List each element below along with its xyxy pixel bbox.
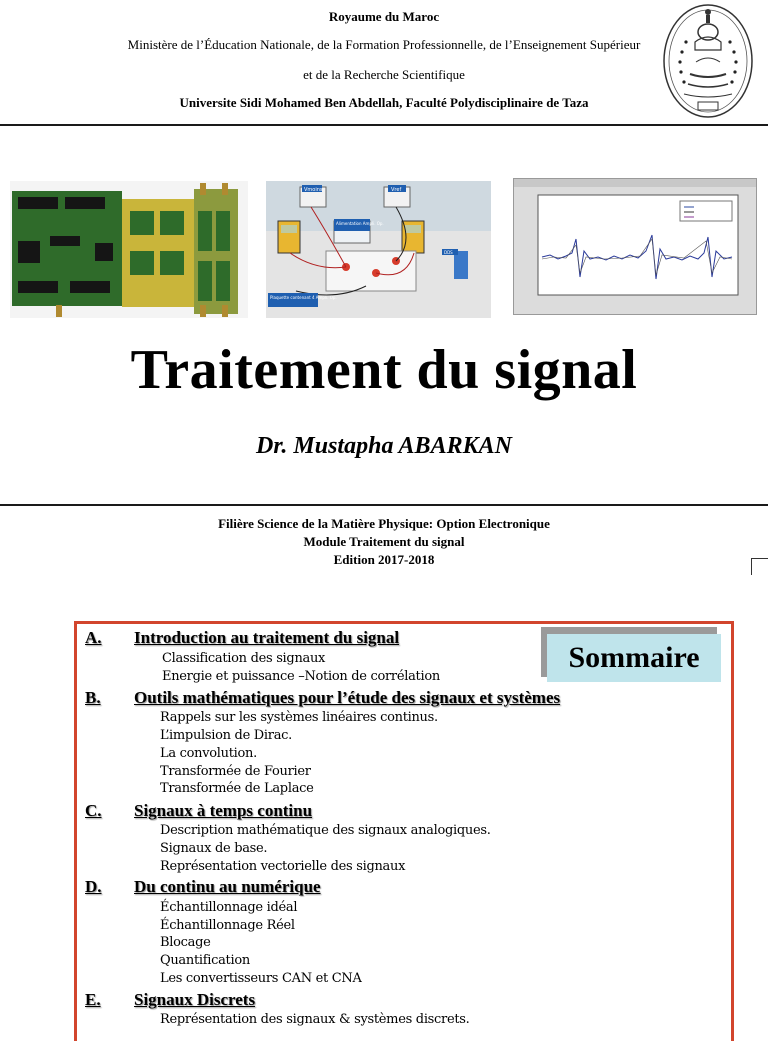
sommaire-label: Sommaire bbox=[547, 634, 721, 682]
label-vref: Vref bbox=[391, 187, 402, 193]
document-author: Dr. Mustapha ABARKAN bbox=[256, 433, 512, 459]
toc-item: Échantillonnage idéal bbox=[160, 900, 298, 915]
header-ministry-cont: et de la Recherche Scientifique bbox=[303, 67, 465, 82]
toc-item: Description mathématique des signaux analogiques. bbox=[160, 823, 491, 838]
corner-mark bbox=[751, 558, 768, 575]
toc-item: Signaux de base. bbox=[160, 841, 268, 856]
toc-item: Représentation des signaux & systèmes discrets. bbox=[160, 1012, 470, 1027]
circuit-board-photo bbox=[10, 181, 248, 318]
header-university: Universite Sidi Mohamed Ben Abdellah, Faculté Polydisciplinaire de Taza bbox=[179, 95, 589, 110]
label-alimentation: Alimentation Ampli. Op. bbox=[336, 221, 384, 226]
toc-item: Représentation vectorielle des signaux bbox=[160, 859, 406, 874]
toc-item: Transformée de Fourier bbox=[160, 764, 311, 779]
label-vmoins: Vmoins bbox=[304, 187, 323, 193]
section-letter: D. bbox=[85, 877, 102, 896]
toc-item: Energie et puissance –Notion de corrélation bbox=[162, 669, 440, 684]
toc-item: Les convertisseurs CAN et CNA bbox=[160, 971, 362, 986]
info-module: Module Traitement du signal bbox=[303, 534, 465, 549]
section-title: Introduction au traitement du signal bbox=[134, 628, 400, 647]
section-title: Outils mathématiques pour l’étude des signaux et systèmes bbox=[134, 688, 561, 707]
section-letter: E. bbox=[85, 990, 101, 1009]
section-title: Signaux Discrets bbox=[134, 990, 256, 1009]
label-plaquette: Plaquette contenant 4 Ampli. Op. bbox=[270, 295, 337, 300]
header-ministry: Ministère de l’Éducation Nationale, de la Formation Professionnelle, de l’Enseignement Supérieur bbox=[127, 37, 641, 52]
section-title: Du continu au numérique bbox=[134, 877, 321, 896]
toc-item: Rappels sur les systèmes linéaires continus. bbox=[160, 710, 438, 725]
signal-plot-screenshot bbox=[513, 178, 757, 315]
title-divider bbox=[0, 504, 768, 506]
toc-item: La convolution. bbox=[160, 746, 257, 761]
toc-item: Blocage bbox=[160, 935, 211, 950]
toc-item: Quantification bbox=[160, 953, 250, 968]
document-title: Traitement du signal bbox=[130, 339, 638, 401]
lab-bench-photo bbox=[266, 181, 491, 318]
info-edition: Edition 2017-2018 bbox=[333, 552, 435, 567]
toc-item: Échantillonnage Réel bbox=[160, 918, 295, 933]
section-letter: A. bbox=[85, 628, 102, 647]
toc-item: Classification des signaux bbox=[162, 651, 326, 666]
toc-item: Transformée de Laplace bbox=[160, 781, 314, 796]
section-letter: C. bbox=[85, 801, 102, 820]
toc-item: L’impulsion de Dirac. bbox=[160, 728, 292, 743]
university-seal-icon bbox=[662, 2, 754, 120]
header-divider bbox=[0, 124, 768, 126]
header-country: Royaume du Maroc bbox=[328, 9, 440, 24]
section-title: Signaux à temps continu bbox=[134, 801, 313, 820]
section-letter: B. bbox=[85, 688, 101, 707]
info-filiere: Filière Science de la Matière Physique: Option Electronique bbox=[218, 516, 550, 531]
label-dds: DDS bbox=[444, 250, 453, 255]
